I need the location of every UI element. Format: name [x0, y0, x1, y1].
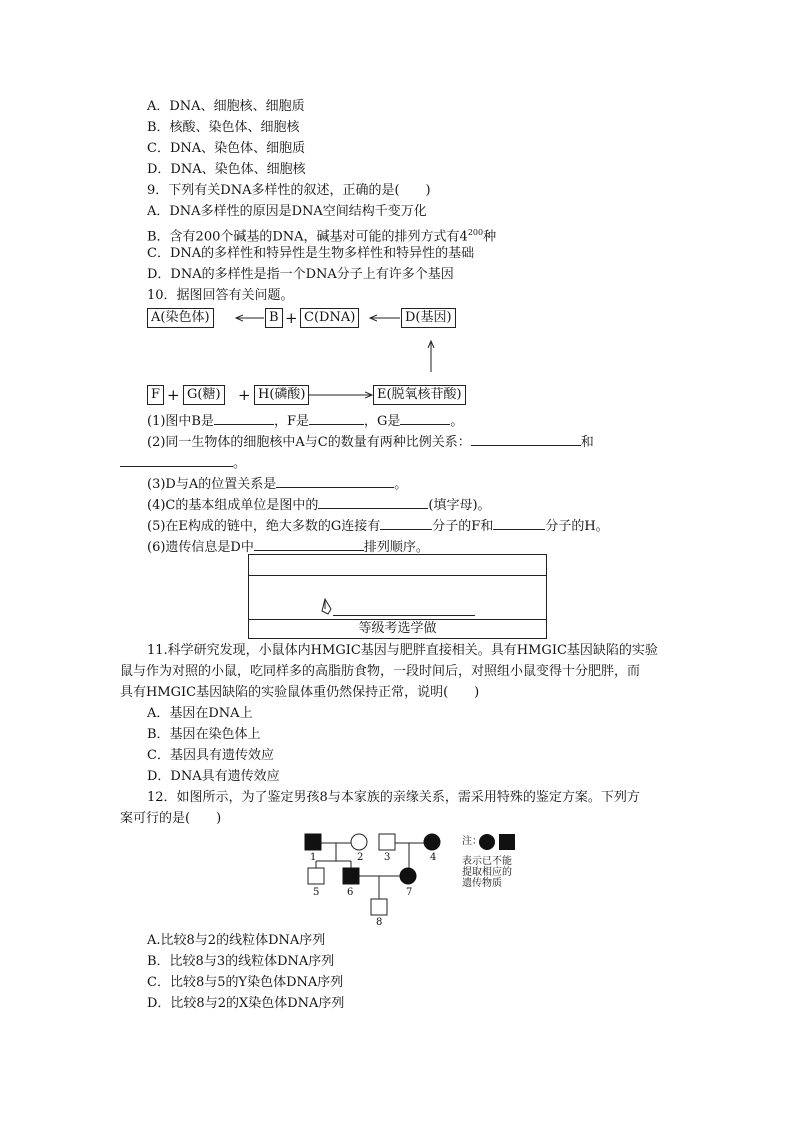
- q12-option-a: A.比较8与2的线粒体DNA序列: [147, 933, 326, 948]
- q10-sub2: (2)同一生物体的细胞核中A与C的数量有两种比例关系： 和: [147, 435, 594, 450]
- plus-sign: +: [238, 386, 251, 404]
- legend-line-2: 提取相应的: [462, 867, 512, 878]
- q10-sub6: (6)遗传信息是D中 排列顺序。: [147, 540, 429, 555]
- q11-option-d: D．DNA具有遗传效应: [147, 769, 280, 784]
- q12-option-b: B．比较8与3的线粒体DNA序列: [147, 954, 335, 969]
- q11-option-b: B．基因在染色体上: [147, 727, 261, 742]
- box-a-chromosome: A(染色体): [147, 308, 214, 328]
- plus-sign: +: [167, 386, 180, 404]
- legend-prefix: 注：: [462, 836, 482, 847]
- box-f: F: [147, 385, 164, 405]
- q12-option-c: C．比较8与5的Y染色体DNA序列: [147, 975, 344, 990]
- q9-stem: 9．下列有关DNA多样性的叙述，正确的是( ): [147, 183, 431, 198]
- box-b: B: [265, 308, 283, 328]
- q11-stem-line3: 具有HMGIC基因缺陷的实验鼠体重仍然保持正常，说明( ): [120, 685, 480, 700]
- pedigree-individual-4: [424, 834, 440, 850]
- q11-stem-line1: 11.科学研究发现，小鼠体内HMGIC基因与肥胖直接相关。具有HMGIC基因缺陷的实验: [147, 643, 658, 658]
- pedigree-individual-1: [305, 834, 321, 850]
- pedigree-individual-6: [343, 868, 359, 884]
- q10-sub1: (1)图中B是 ，F是 ，G是 。: [147, 414, 464, 429]
- pedigree-label-2: 2: [357, 852, 364, 863]
- q8-option-c: C．DNA、染色体、细胞质: [147, 141, 306, 156]
- q11-stem-line2: 鼠与作为对照的小鼠，吃同样多的高脂肪食物，一段时间后，对照组小鼠变得十分肥胖，而: [120, 664, 641, 679]
- pedigree-label-8: 8: [376, 917, 383, 928]
- q8-option-b: B．核酸、染色体、细胞核: [147, 120, 300, 135]
- q10-stem: 10．据图回答有关问题。: [147, 288, 294, 303]
- q8-option-d: D．DNA、染色体、细胞核: [147, 162, 306, 177]
- plus-sign: +: [285, 309, 298, 327]
- box-d-gene: D(基因): [401, 308, 456, 328]
- box-h-phosphate: H(磷酸): [254, 385, 309, 405]
- pedigree-label-3: 3: [384, 852, 391, 863]
- pedigree-individual-2: [351, 834, 367, 850]
- pedigree-individual-3: [379, 834, 395, 850]
- q12-stem-line2: 案可行的是( ): [120, 811, 222, 826]
- q9-option-d: D．DNA的多样性是指一个DNA分子上有许多个基因: [147, 267, 454, 282]
- q10-sub3: (3)D与A的位置关系是 。: [147, 477, 408, 492]
- q10-sub2-cont: 。: [120, 454, 246, 472]
- q11-option-a: A．基因在DNA上: [147, 706, 253, 721]
- q9-option-b-exponent: 200: [467, 228, 484, 237]
- q11-option-c: C．基因具有遗传效应: [147, 748, 274, 763]
- q8-option-a: A．DNA、细胞核、细胞质: [147, 99, 305, 114]
- q9-option-c: C．DNA的多样性和特异性是生物多样性和特异性的基础: [147, 246, 475, 261]
- legend-filled-square-icon: [499, 834, 515, 850]
- box-g-sugar: G(糖): [183, 385, 225, 405]
- pedigree-individual-7: [400, 868, 416, 884]
- q12-option-d: D．比较8与2的X染色体DNA序列: [147, 996, 345, 1011]
- section-title: 等级考选学做: [358, 621, 437, 636]
- q9-option-a: A．DNA多样性的原因是DNA空间结构千变万化: [147, 204, 427, 219]
- legend-line-1: 表示已不能: [462, 856, 512, 867]
- pedigree-label-1: 1: [310, 852, 317, 863]
- pedigree-individual-5: [308, 868, 324, 884]
- pedigree-label-6: 6: [347, 887, 354, 898]
- q12-stem-line1: 12．如图所示，为了鉴定男孩8与本家族的亲缘关系，需采用特殊的鉴定方案。下列方: [147, 790, 640, 805]
- legend-line-3: 遗传物质: [462, 878, 502, 889]
- box-c-dna: C(DNA): [300, 308, 359, 328]
- q9-option-b: B．含有200个碱基的DNA，碱基对可能的排列方式有$4^{200}$种: [147, 228, 497, 245]
- q10-sub4: (4)C的基本组成单位是图中的 (填字母)。: [147, 498, 491, 513]
- pedigree-label-7: 7: [406, 887, 413, 898]
- pedigree-individual-8: [371, 899, 387, 915]
- box-e-deoxynucleotide: E(脱氧核苷酸): [373, 385, 466, 405]
- pedigree-label-5: 5: [313, 887, 320, 898]
- pedigree-label-4: 4: [430, 852, 437, 863]
- q10-sub5: (5)在E构成的链中，绝大多数的G连接有 分子的F和 分子的H。: [147, 519, 609, 534]
